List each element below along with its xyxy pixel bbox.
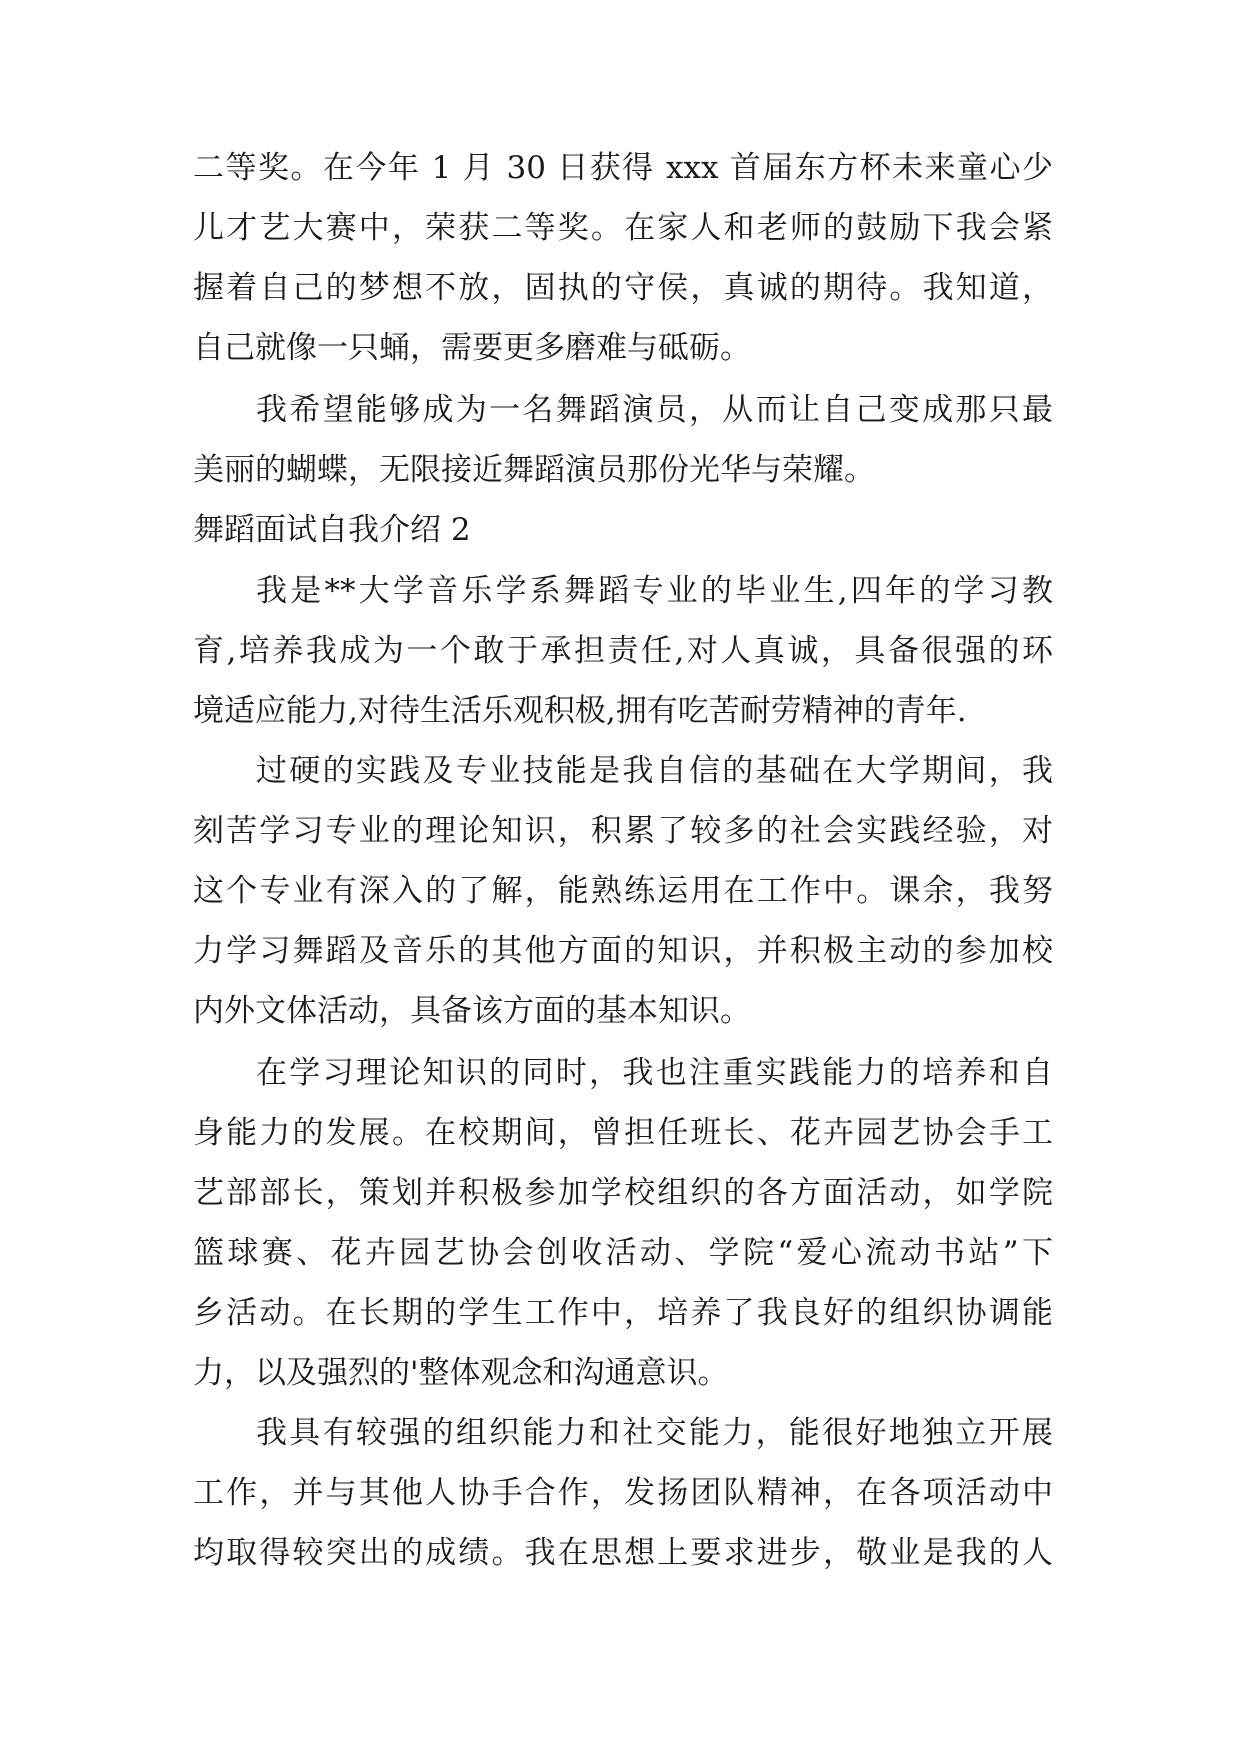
- section-heading: 舞蹈面试自我介绍 2: [193, 512, 471, 548]
- text-line: 篮球赛、花卉园艺协会创收活动、学院“爱心流动书站”下: [193, 1235, 1053, 1271]
- text-line: 境适应能力,对待生活乐观积极,拥有吃苦耐劳精神的青年.: [193, 693, 967, 729]
- text-line: 二等奖。在今年 1 月 30 日获得 xxx 首届东方杯未来童心少: [193, 150, 1053, 186]
- text-line: 美丽的蝴蝶，无限接近舞蹈演员那份光华与荣耀。: [193, 452, 875, 488]
- text-line: 这个专业有深入的了解，能熟练运用在工作中。课余，我努: [193, 873, 1053, 909]
- text-line: 在学习理论知识的同时，我也注重实践能力的培养和自: [256, 1055, 1053, 1091]
- text-line: 内外文体活动，具备该方面的基本知识。: [193, 993, 751, 1029]
- text-line: 乡活动。在长期的学生工作中，培养了我良好的组织协调能: [193, 1295, 1053, 1331]
- text-line: 我希望能够成为一名舞蹈演员，从而让自己变成那只最: [256, 392, 1053, 428]
- text-line: 工作，并与其他人协手合作，发扬团队精神，在各项活动中: [193, 1475, 1053, 1511]
- text-line: 自己就像一只蛹，需要更多磨难与砥砺。: [193, 330, 751, 366]
- text-line: 育,培养我成为一个敢于承担责任,对人真诚，具备很强的环: [193, 633, 1053, 669]
- text-line: 我是**大学音乐学系舞蹈专业的毕业生,四年的学习教: [256, 573, 1053, 609]
- text-line: 刻苦学习专业的理论知识，积累了较多的社会实践经验，对: [193, 813, 1053, 849]
- text-line: 身能力的发展。在校期间，曾担任班长、花卉园艺协会手工: [193, 1115, 1053, 1151]
- text-line: 力，以及强烈的'整体观念和沟通意识。: [193, 1355, 729, 1391]
- text-line: 儿才艺大赛中，荣获二等奖。在家人和老师的鼓励下我会紧: [193, 210, 1053, 246]
- text-line: 过硬的实践及专业技能是我自信的基础在大学期间，我: [256, 753, 1053, 789]
- text-line: 力学习舞蹈及音乐的其他方面的知识，并积极主动的参加校: [193, 933, 1053, 969]
- text-line: 艺部部长，策划并积极参加学校组织的各方面活动，如学院: [193, 1175, 1053, 1211]
- text-line: 我具有较强的组织能力和社交能力，能很好地独立开展: [256, 1415, 1053, 1451]
- text-line: 均取得较突出的成绩。我在思想上要求进步，敬业是我的人: [193, 1535, 1053, 1571]
- text-line: 握着自己的梦想不放，固执的守侯，真诚的期待。我知道，: [193, 270, 1053, 306]
